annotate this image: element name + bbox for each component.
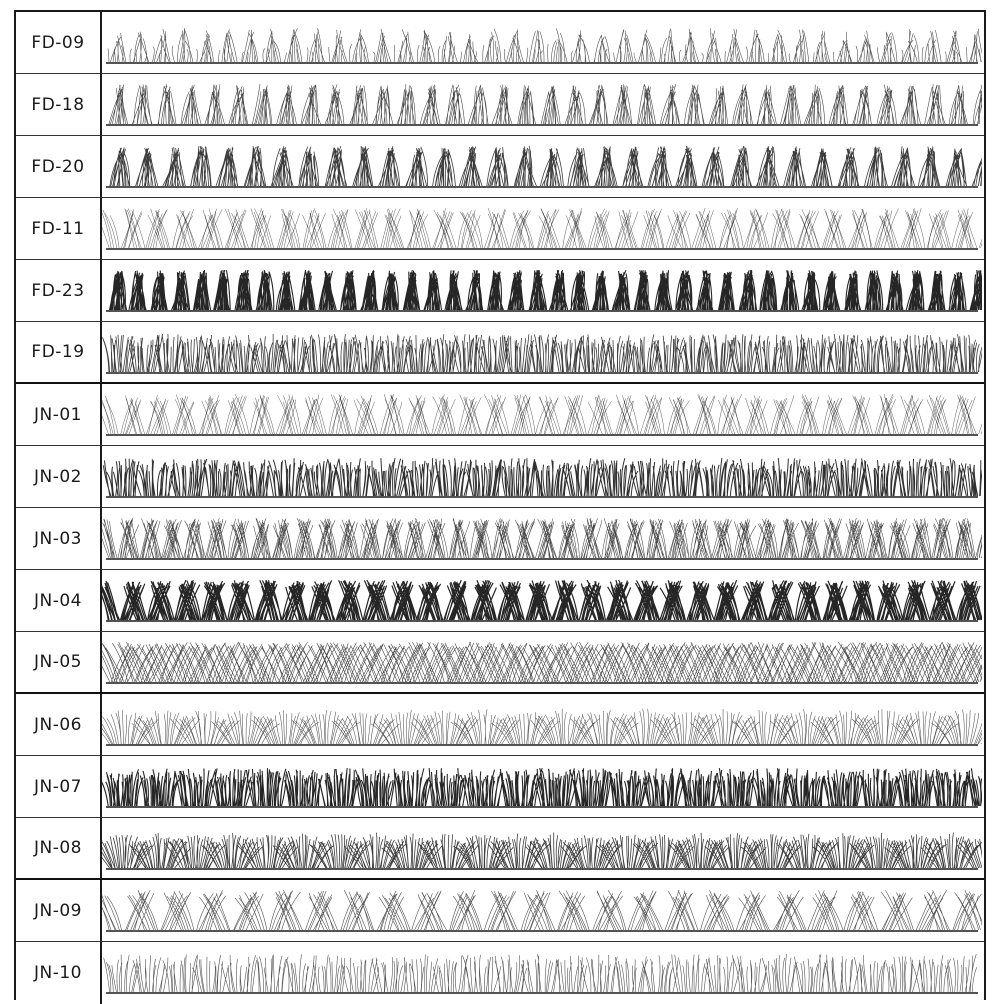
- lash-strip-drawing: [102, 570, 982, 631]
- lash-strip-drawing: [102, 694, 982, 755]
- lash-strip-drawing: [102, 818, 982, 878]
- lash-strands: [110, 146, 982, 186]
- lash-strip-drawing: [102, 384, 982, 445]
- lash-row: [16, 12, 984, 74]
- lash-row: [16, 880, 984, 942]
- lash-row: [16, 136, 984, 198]
- lash-row: [16, 74, 984, 136]
- lash-row: [16, 942, 984, 1004]
- lash-strip-image: [102, 198, 984, 259]
- lash-row: [16, 570, 984, 632]
- lash-row: [16, 508, 984, 570]
- lash-strip-image: [102, 632, 984, 692]
- lash-strip-image: [102, 384, 984, 445]
- lash-strip-drawing: [102, 136, 982, 197]
- lash-strip-drawing: [102, 260, 982, 321]
- lash-strip-image: [102, 74, 984, 135]
- lash-strip-drawing: [102, 942, 982, 1004]
- lash-strands: [102, 208, 982, 248]
- lash-strip-image: [102, 136, 984, 197]
- lash-strip-drawing: [102, 12, 982, 73]
- lash-strands: [109, 84, 982, 124]
- lash-row: [16, 260, 984, 322]
- lash-strip-image: [102, 260, 984, 321]
- lash-strip-image: [102, 942, 984, 1004]
- lash-strands: [102, 642, 982, 682]
- lash-code-label: JN-03: [16, 508, 102, 569]
- lash-style-chart: [14, 10, 986, 1000]
- lash-code-label: JN-04: [16, 570, 102, 631]
- lash-strands: [104, 458, 983, 496]
- lash-row: [16, 694, 984, 756]
- lash-strip-image: [102, 694, 984, 755]
- lash-strip-drawing: [102, 880, 982, 941]
- lash-row: [16, 322, 984, 384]
- lash-strip-image: [102, 756, 984, 817]
- lash-row: [16, 632, 984, 694]
- lash-strands: [102, 833, 982, 869]
- lash-code-label: JN-01: [16, 384, 102, 445]
- lash-row: [16, 384, 984, 446]
- lash-code-label: JN-02: [16, 446, 102, 507]
- lash-strip-image: [102, 12, 984, 73]
- lash-strands: [102, 768, 982, 806]
- lash-strands: [102, 890, 982, 930]
- lash-strip-drawing: [102, 756, 982, 817]
- lash-code-label: FD-18: [16, 74, 102, 135]
- lash-code-label: JN-08: [16, 818, 102, 878]
- lash-strip-image: [102, 880, 984, 941]
- lash-code-label: FD-09: [16, 12, 102, 73]
- lash-strip-image: [102, 818, 984, 878]
- lash-strands: [102, 334, 982, 372]
- lash-strip-image: [102, 570, 984, 631]
- lash-strip-image: [102, 508, 984, 569]
- lash-strip-image: [102, 322, 984, 382]
- lash-strip-drawing: [102, 322, 982, 382]
- lash-strip-drawing: [102, 632, 982, 692]
- lash-strip-drawing: [102, 508, 982, 569]
- lash-row: [16, 446, 984, 508]
- lash-code-label: JN-07: [16, 756, 102, 817]
- lash-code-label: FD-23: [16, 260, 102, 321]
- lash-row: [16, 818, 984, 880]
- lash-strands: [102, 394, 982, 434]
- lash-strip-drawing: [102, 198, 982, 259]
- lash-strands: [102, 709, 982, 744]
- lash-code-label: JN-05: [16, 632, 102, 692]
- lash-code-label: JN-10: [16, 942, 102, 1004]
- lash-strands: [108, 28, 982, 62]
- lash-row: [16, 198, 984, 260]
- lash-code-label: JN-06: [16, 694, 102, 755]
- lash-row: [16, 756, 984, 818]
- lash-strip-image: [102, 446, 984, 507]
- lash-strands: [104, 954, 977, 992]
- lash-strip-drawing: [102, 74, 982, 135]
- lash-code-label: FD-20: [16, 136, 102, 197]
- lash-strip-drawing: [102, 446, 982, 507]
- lash-strands: [102, 518, 982, 558]
- lash-strands: [110, 270, 983, 310]
- lash-code-label: FD-11: [16, 198, 102, 259]
- lash-strands: [102, 580, 982, 620]
- lash-code-label: FD-19: [16, 322, 102, 382]
- lash-code-label: JN-09: [16, 880, 102, 941]
